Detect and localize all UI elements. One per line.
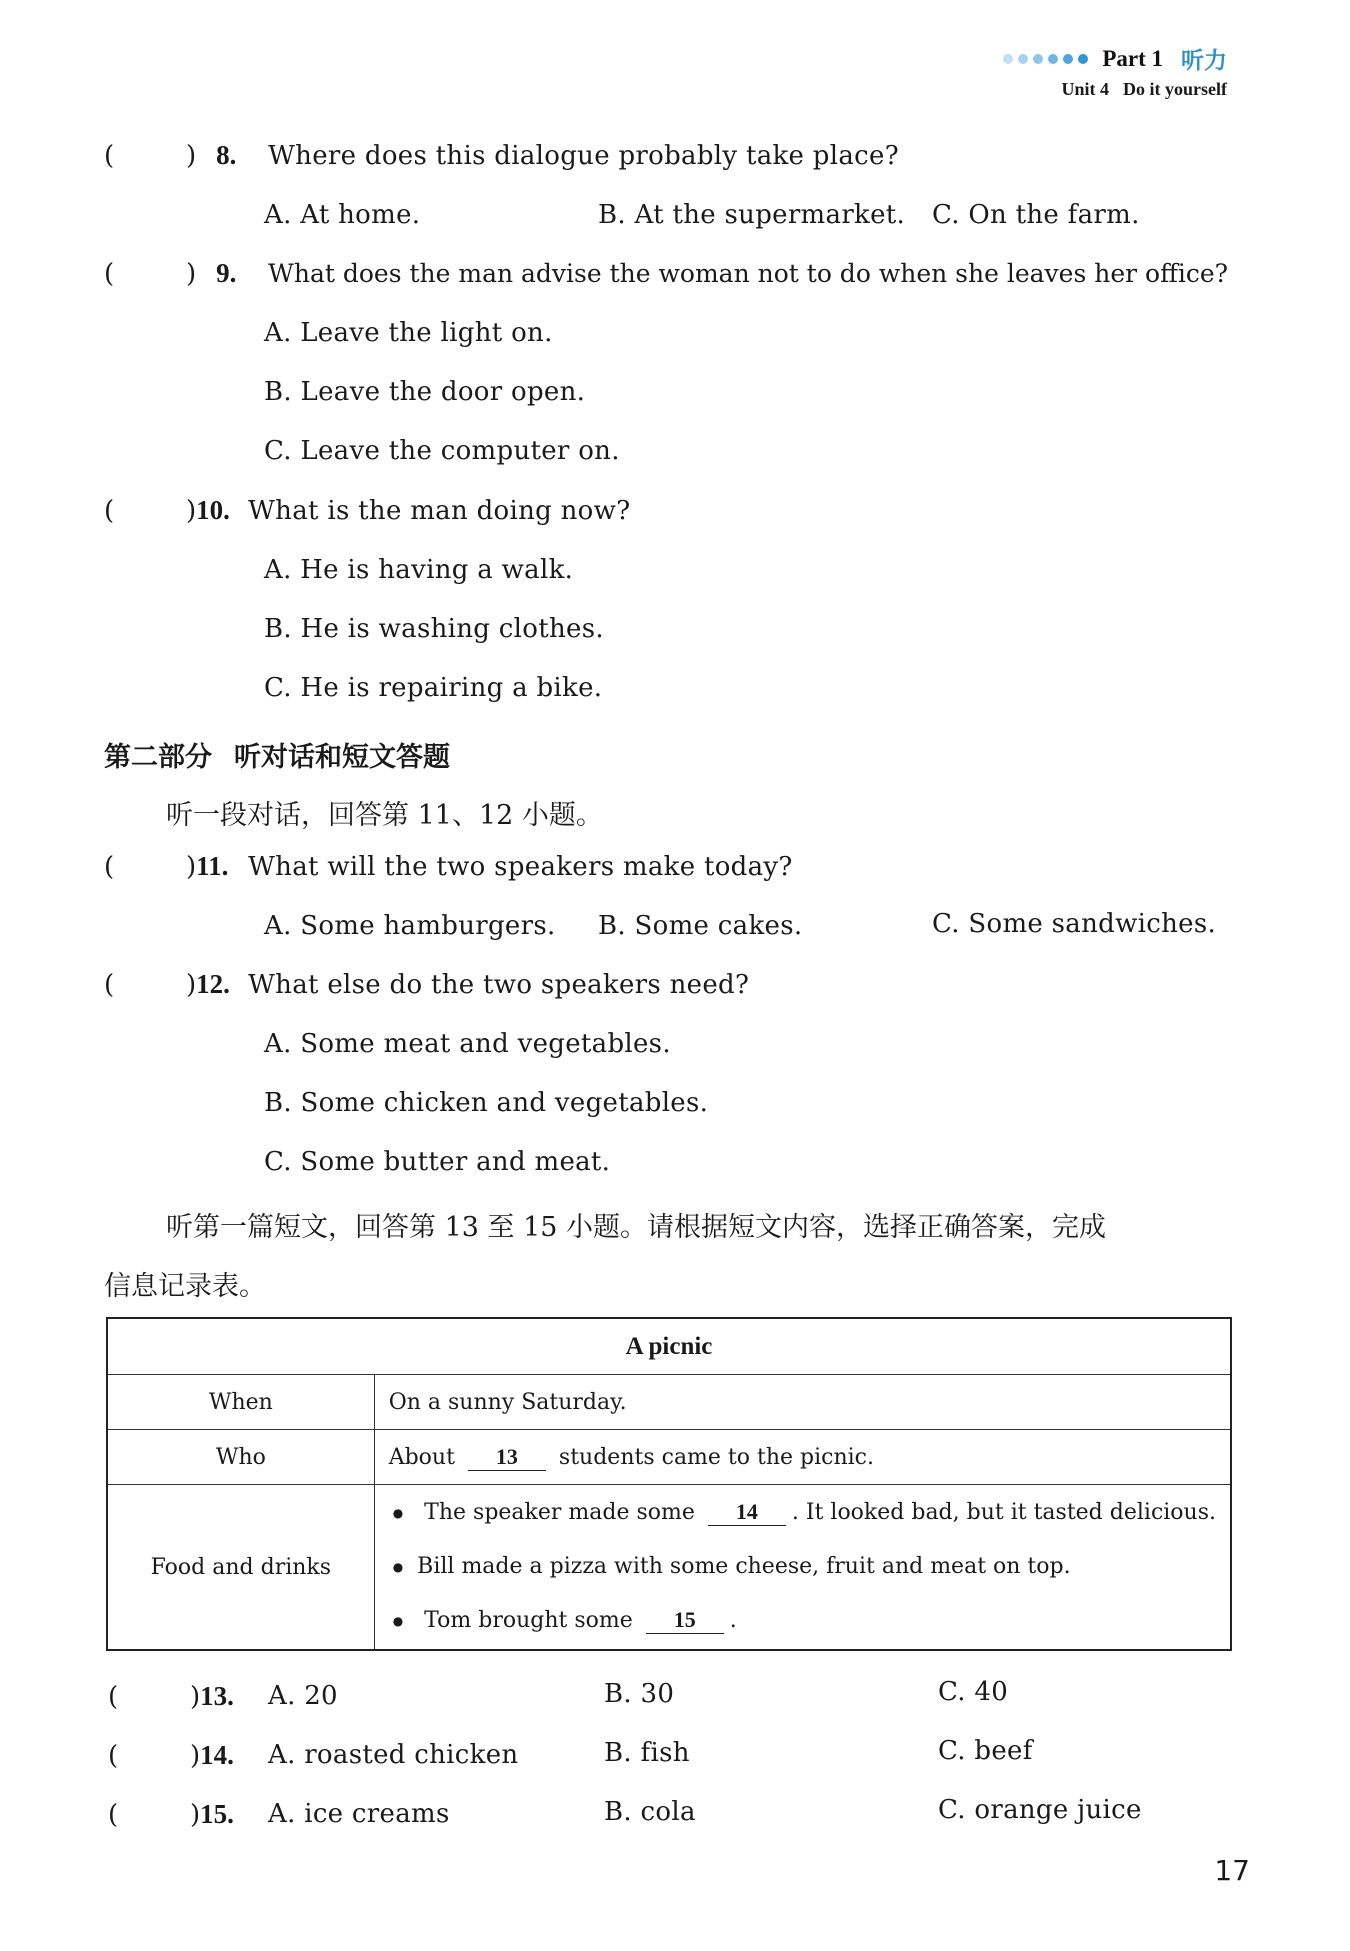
text-fragment: . [729, 1608, 737, 1633]
option-b: B. He is washing clothes. [264, 614, 604, 644]
option-a: A. At home. [264, 200, 421, 230]
answer-blank[interactable]: ( [104, 259, 115, 289]
blank-15[interactable]: 15 [646, 1607, 724, 1634]
question-number: 9. [216, 258, 237, 288]
question-text: What does the man advise the woman not to do when she leaves her office? [268, 259, 1229, 288]
table-row [107, 1375, 1231, 1430]
option-c: C. He is repairing a bike. [264, 673, 603, 703]
question-14: ( ) 14. [108, 1740, 242, 1771]
question-number: 15. [200, 1799, 234, 1829]
option-c: C. Leave the computer on. [264, 436, 620, 466]
section-title [104, 735, 450, 774]
question-text: What will the two speakers make today? [248, 852, 793, 882]
instruction-passage-line2: 信息记录表。 [104, 1271, 266, 1302]
bullet-item [389, 1594, 1216, 1648]
dots-decoration-icon [1003, 54, 1088, 64]
question-15: ( ) 15. [108, 1799, 242, 1830]
question-number: 12. [196, 969, 230, 999]
answer-blank[interactable]: ( [104, 852, 115, 882]
instruction-passage-line1: 听第一篇短文，回答第 13 至 15 小题。请根据短文内容，选择正确答案，完成 [166, 1212, 1107, 1243]
option-b: B. cola [604, 1797, 696, 1827]
text-fragment: . It looked bad, but it tasted delicious. [791, 1500, 1216, 1525]
question-number: 13. [200, 1681, 234, 1711]
answer-blank[interactable]: ( [108, 1682, 119, 1712]
answer-blank[interactable]: ( [104, 970, 115, 1000]
answer-blank[interactable]: ( [104, 496, 115, 526]
option-c: C. Some sandwiches. [932, 909, 1217, 939]
question-number: 11. [196, 851, 229, 881]
answer-blank[interactable]: ( [108, 1800, 119, 1830]
row-label-who: Who [107, 1430, 374, 1485]
page-number: 17 [1214, 1854, 1250, 1887]
option-c: C. orange juice [938, 1795, 1142, 1825]
bullet-item [389, 1486, 1216, 1540]
option-b: B. fish [604, 1738, 690, 1768]
text-fragment: About [388, 1444, 455, 1470]
unit-title: Do it yourself [1123, 79, 1227, 99]
table-row [107, 1430, 1231, 1485]
question-text: What is the man doing now? [248, 496, 631, 526]
question-9: ( ) 9. What does the man advise the woman not to do when she leaves her office? [104, 258, 1229, 289]
option-a: A. Leave the light on. [264, 318, 553, 348]
option-c: C. beef [938, 1736, 1033, 1766]
row-value-who [374, 1430, 1231, 1485]
question-number: 10. [196, 495, 230, 525]
blank-13[interactable]: 13 [468, 1444, 546, 1471]
question-12: ( ) 12. What else do the two speakers need? [104, 969, 750, 1000]
option-b: B. Leave the door open. [264, 377, 586, 407]
question-13: ( ) 13. [108, 1681, 242, 1712]
option-a: A. ice creams [268, 1799, 450, 1829]
option-b: B. At the supermarket. [598, 200, 906, 230]
bullet-item: ● Bill made a pizza with some cheese, fruit and meat on top. [389, 1540, 1216, 1594]
text-fragment: students came to the picnic. [558, 1444, 874, 1470]
row-label-when: When [107, 1375, 374, 1430]
table-title: A picnic [107, 1318, 1231, 1375]
part-label: Part 1 [1102, 45, 1163, 71]
instruction-dialogue: 听一段对话，回答第 11、12 小题。 [166, 800, 603, 831]
question-8: ( ) 8. Where does this dialogue probably take place? [104, 140, 899, 171]
section-number: 第二部分 [104, 742, 212, 773]
question-10: ( ) 10. What is the man doing now? [104, 495, 631, 526]
text-fragment: Tom brought some [424, 1608, 633, 1633]
option-b: B. Some chicken and vegetables. [264, 1088, 709, 1118]
option-a: A. Some hamburgers. [264, 911, 556, 941]
option-a: A. He is having a walk. [264, 555, 574, 585]
question-number: 14. [200, 1740, 234, 1770]
option-c: C. Some butter and meat. [264, 1147, 611, 1177]
info-record-table [106, 1317, 1232, 1651]
option-b: B. Some cakes. [598, 911, 803, 941]
question-text: What else do the two speakers need? [248, 970, 750, 1000]
table-row [107, 1485, 1231, 1651]
option-a: A. Some meat and vegetables. [264, 1029, 671, 1059]
option-c: C. 40 [938, 1677, 1009, 1707]
page-header [1003, 42, 1227, 100]
section-label: 听力 [1181, 48, 1227, 74]
section-heading: 听对话和短文答题 [234, 742, 450, 773]
blank-14[interactable]: 14 [708, 1499, 786, 1526]
question-number: 8. [216, 140, 237, 170]
option-a: A. roasted chicken [268, 1740, 519, 1770]
row-value-food [374, 1485, 1231, 1651]
row-label-food: Food and drinks [107, 1485, 374, 1651]
unit-label: Unit 4 [1061, 79, 1110, 99]
answer-blank[interactable]: ( [108, 1741, 119, 1771]
option-b: B. 30 [604, 1679, 675, 1709]
question-11: ( ) 11. What will the two speakers make today? [104, 851, 793, 882]
option-c: C. On the farm. [932, 200, 1140, 230]
row-value-when: On a sunny Saturday. [374, 1375, 1231, 1430]
question-text: Where does this dialogue probably take place? [268, 141, 899, 171]
answer-blank[interactable]: ( [104, 141, 115, 171]
text-fragment: The speaker made some [424, 1500, 695, 1525]
option-a: A. 20 [268, 1681, 338, 1711]
